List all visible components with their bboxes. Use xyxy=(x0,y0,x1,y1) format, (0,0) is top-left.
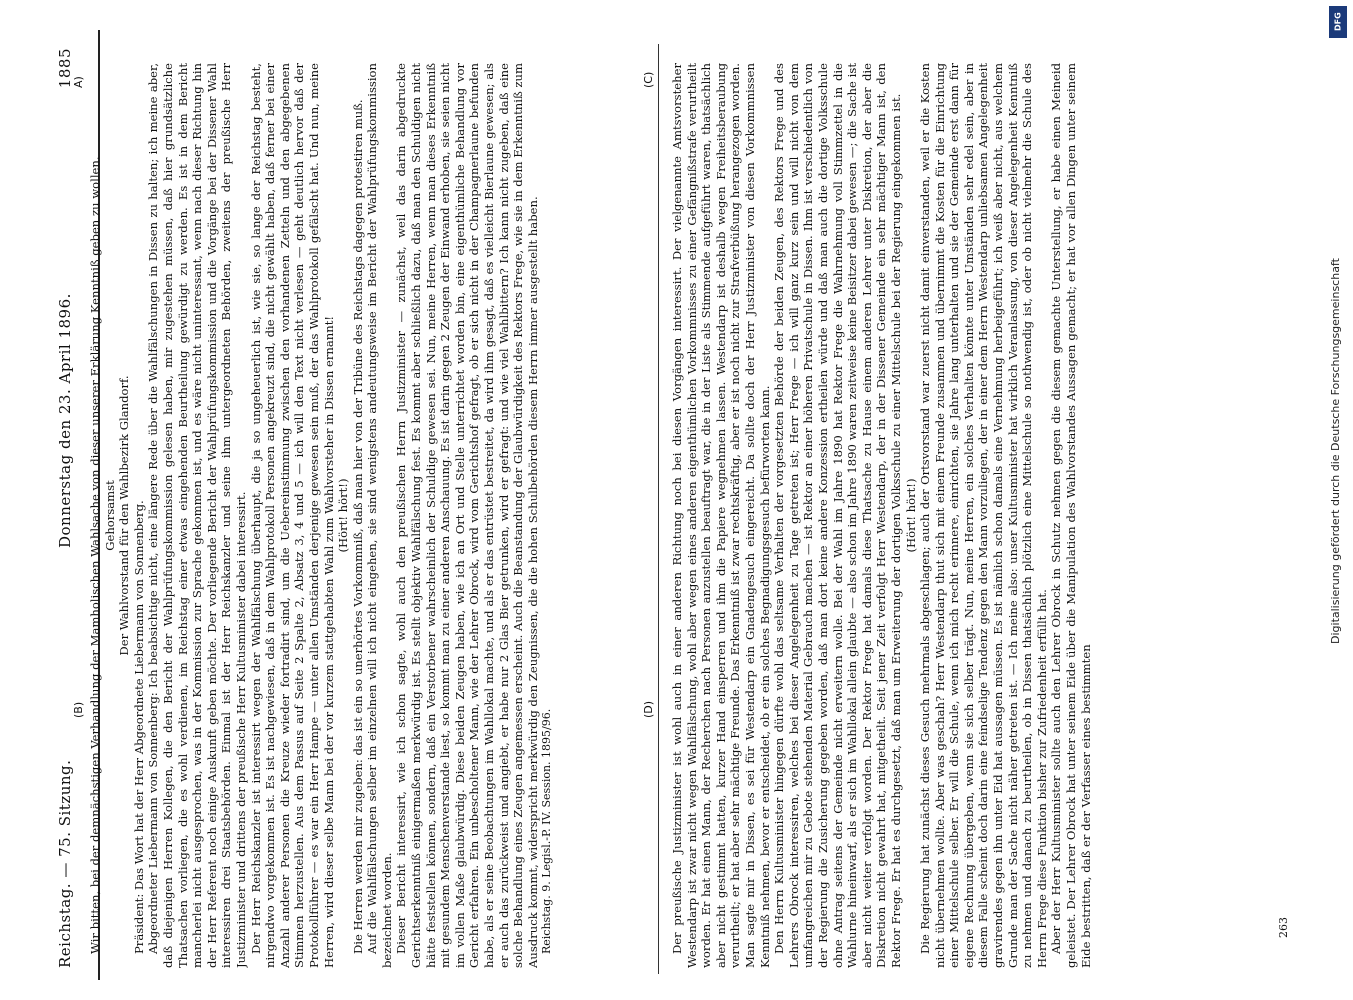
rotated-text-block xyxy=(52,48,1292,968)
paragraph: Die Regierung hat zunächst dieses Gesuch mehrmals abgeschlagen; auch der Ortsvorstand war zuerst nicht damit einverstanden, weil er die Kosten nicht übernehmen wollte. Aber was geschah? Herr Westendarp thut sich mit einem Freunde zusammen und übernimmt die Kosten für die Einrichtung einer Mittelschule selber. Er will die Schule, wenn ich mich recht erinnere, einrichten, sie Jahre lang unterhalten und sie der Gemeinde erst dann für eigene Rechnung übergeben, wenn sie sich selber trägt. Nun, meine Herren, ein solches Verhalten könnte unter Umständen sehr edel sein, aber in diesem Falle scheint doch darin eine feindselige Tendenz gegen den Mann vorzuliegen, der in einer dem Herrn Westendarp unliebsamen Angelegenheit gravirendes gegen ihn unter Eid hat aussagen müssen. Es ist nämlich schon damals eine Vernehmung herbeigeführt; ich weiß aber nicht, aus welchem Grunde man der Sache nicht näher getreten ist. — Ich meine also: unser Kultusminister hat wirklich Veranlassung, von dieser Angelegenheit Kenntniß zu nehmen und danach zu beurtheilen, ob in Dissen thatsächlich plötzlich eine Mittelschule so nothwendig ist, oder ob nicht vielmehr die Schule des Herrn Frege diese Funktion bisher zur Zufriedenheit erfüllt hat. xyxy=(918,63,1049,968)
paragraph: Auf die Wahlfälschungen selber im einzelnen will ich nicht eingehen, sie sind wenigstens andeutungsweise im Bericht der Wahlprüfungskommission bezeichnet worden. xyxy=(365,63,394,968)
text-columns xyxy=(88,48,1268,968)
paragraph: Dieser Bericht interessirt, wie ich schon sagte, wohl auch den preußischen Herrn Justizminister — zunächst, weil das darin abgedruckte Gerichtserkenntniß einigermaßen merkwürdig ist. Es stellt objektiv Wahlfälschung fest. Es kommt aber schließlich dazu, daß man den Schuldigen nicht hätte feststellen können, sondern, daß ein Verstorbener wahrscheinlich der Schuldige gewesen sei. Nun, meine Herren, wenn man dieses Erkenntniß mit gesundem Menschenverstande liest, so kommt man zu einer anderen Anschauung. Es ist darin gegen 2 Zeugen der Einwand erhoben, sie seien nicht im vollen Maße glaubwürdig. Diese beiden Zeugen haben, wie ich an Ort und Stelle unterrichtet worden bin, eine eigenthümliche Behandlung vor Gericht erfahren. Ein unbescholtener Mann, wie der Lehrer Obrock, wird vom Gerichtshof gefragt, ob er sich nicht in der Champagnerlaune befunden habe, als er seine Beobachtungen im Wahllokal machte, und als er das entrüstet bestreitet, da wird ihm gesagt, daß es vielleicht Bierlaune gewesen; als er auch das zurückweist und angiebt, er habe nur 2 Glas Bier getrunken, wird er gefragt: und wie viel Wahlbittern? Ich kann nicht zugeben, daß eine solche Behandlung eines Zeugen angemessen erscheint. Auch die Beanstandung der Glaubwürdigkeit des Rektors Frege, wie sie in dem Erkenntniß zum Ausdruck kommt, widerspricht merkwürdig den Zeugnissen, die die hohen Schulbehörden diesem Herrn immer ausgestellt haben. xyxy=(394,63,540,968)
footer-note: Reichstag. 9. Legisl.-P. IV. Session. 1895/96. xyxy=(540,708,554,954)
paragraph: Die Herren werden mir zugeben: das ist ein so unerhörtes Vorkommniß, daß man hier von der Tribüne des Reichstags dagegen protestiren muß. xyxy=(350,99,365,954)
header-page-number: 1885 xyxy=(56,48,74,89)
margin-mark-b: (B) xyxy=(72,701,85,718)
paragraph: Der Herr Reichskanzler ist interessirt wegen der Wahlfälschung überhaupt, die ja so ungeheuerlich ist, wie sie, so lange der Reichstag besteht, nirgendwo vorgekommen ist. Es ist nachgewiesen, daß in dem Wahlprotokoll Personen angekreuzt sind, die nicht gewählt haben, daß ferner bei einer Anzahl anderer Personen die Kreuze wieder fortradirt sind, um die Uebereinstimmung zwischen den vorhandenen Zetteln und den abgegebenen Stimmen herzustellen. Aus dem Passus auf Seite 2 Spalte 2, Absatz 3, 4 und 5 — ich will den Text nicht verlesen — geht deutlich hervor daß der Protokollführer — es war ein Herr Hampe — unter allen Umständen derjenige gewesen sein muß, der das Wahlprotokoll gefälscht hat. Und nun, meine Herren, wird dieser selbe Mann bei der vor kurzem stattgehabten Wahl zum Wahlvorsteher in Dissen ernannt! xyxy=(248,63,336,968)
column-divider xyxy=(658,44,659,974)
paragraph: (Hört! hört!) xyxy=(903,478,918,553)
margin-mark-c: (C) xyxy=(642,71,655,88)
column-right xyxy=(670,63,1290,968)
column-left xyxy=(88,63,648,968)
header-left: Reichstag. — 75. Sitzung. xyxy=(56,759,74,968)
header-date: Donnerstag den 23. April 1896. xyxy=(56,293,74,548)
page-header xyxy=(52,48,80,968)
paragraph: Der preußische Justizminister ist wohl auch in einer anderen Richtung noch bei diesen Vorgängen interessirt. Der vielgenannte Amtsvorsteher Westendarp ist zwar nicht wegen Wahlfälschung, wohl aber wegen eines anderen eigenthümlichen Vorkommnisses zu einer Gefängnißstrafe verurtheilt worden. Er hat einen Mann, der Recherchen nach Personen anzustellen beauftragt war, die in der Liste als Stimmende aufgeführt waren, thatsächlich aber nicht gestimmt hatten, kurzer Hand einsperren und ihm die Papiere wegnehmen lassen. Westendarp ist deshalb wegen Freiheitsberaubung verurtheilt; er hat aber sehr mächtige Freunde. Das Erkenntniß ist zwar rechtskräftig, aber er ist noch nicht zur Strafverbüßung herangezogen worden. Man sagte mir in Dissen, es sei für Westendarp ein Gnadengesuch eingereicht. Da sollte doch der Herr Justizminister von diesen Vorkommnissen Kenntniß nehmen, bevor er entscheidet, ob er ein solches Begnadigungsgesuch befürworten kann. xyxy=(670,63,772,968)
paragraph: Präsident: Das Wort hat der Herr Abgeordnete Liebermann von Sonnenberg. xyxy=(131,500,146,954)
paragraph: Wir bitten, bei der demnächstigen Verhandlung der Mamholischen Wahlsache von dieser unserer Erklärung Kenntniß geben zu wollen. xyxy=(88,156,102,954)
paragraph: Aber der Herr Kultusminister sollte auch den Lehrer Obrock in Schutz nehmen gegen die diesem gemachte Unterstellung, er habe einen Meineid geleistet. Der Lehrer Obrock hat unter seinem Eide über die Manipulation des Wahlvorstandes Aussagen gemacht; er hat vor allen Dingen unter seinem Eide bestritten, daß er der Verfasser eines bestimmten xyxy=(1049,63,1093,968)
paragraph: Abgeordneter Liebermann von Sonnenberg: Ich beabsichtige nicht, eine längere Rede über die Wahlfälschungen in Dissen zu halten; ich meine aber, daß diejenigen Herren Kollegen, die den Bericht der Wahlprüfungskommission gelesen haben, mir zugestehen müssen, daß hier grundsätzliche Thatsachen vorliegen, die es wohl verdienen, im Reichstag einer etwas eingehenden Beurtheilung gewürdigt zu werden. Es ist in dem Bericht mancherlei nicht ausgesprochen, was in der Kommission zur Sprache gekommen ist, und es wäre nicht uninteressant, wenn nach dieser Richtung hin der Herr Referent noch einige Auskunft geben möchte. Der vorliegende Bericht der Wahlprüfungskommission und die Vorgänge bei der Dissener Wahl interessiren drei Staatsbehörden. Einmal ist der Herr Reichskanzler und seine ihm untergeordneten Behörden, zweitens der preußische Herr Justizminister und drittens der preußische Herr Kultusminister dabei interessirt. xyxy=(146,63,248,968)
margin-mark-a: A) xyxy=(72,76,85,88)
paragraph: Der Wahlvorstand für den Wahlbezirk Glandorf. xyxy=(117,375,132,656)
digitization-credit: Digitalisierung gefördert durch die Deutsche Forschungsgemeinschaft xyxy=(1329,258,1342,644)
paragraph: Den Herrn Kultusminister hingegen dürfte wohl das seltsame Verhalten der vorgesetzten Behörde der beiden Zeugen, des Rektors Frege und des Lehrers Obrock interessiren, welches bei dieser Angelegenheit zu Tage getreten ist; Herr Frege — ich will ganz kurz sein und will nicht von dem umfangreichen mir zu Gebote stehenden Material Gebrauch machen — ist Rektor an einer höheren Privatschule in Dissen. Ihm ist verschiedentlich von der Regierung die Zusicherung gegeben worden, daß man dort keine andere Konzession ertheilen würde und daß man auch die dortige Volksschule ohne Antrag seitens der Gemeinde nicht erweitern wolle. Bei der Wahl im Jahre 1890 hat Rektor Frege die Wahrnehmung voll Stimmzettel in die Wahlurne hineinwarf, als er sich im Wahllokal allein glaubte — also schon im Jahre 1890 waren zeitweise keine Beisitzer dabei gewesen —; die Sache ist aber nicht weiter verfolgt worden. Der Rektor Frege hat damals diese Thatsache zu Hause einem anderen Lehrer unter Diskretion, der aber die Diskretion nicht gewahrt hat, mitgetheilt. Seit jener Zeit verfolgt Herr Westendarp, der in der Dissener Gemeinde ein sehr mächtiger Mann ist, den Rektor Frege. Er hat es durchgesetzt, daß man um Erweiterung der dortigen Volksschule zu einer Mittelschule bei der Regierung eingekommen ist. xyxy=(772,63,903,968)
page-number: 263 xyxy=(1277,917,1290,938)
margin-mark-d: (D) xyxy=(642,700,655,718)
paragraph: (Hört! hört!) xyxy=(336,478,351,553)
dfg-logo: DFG xyxy=(1329,6,1347,38)
paragraph: Gehorsamst xyxy=(102,480,117,551)
